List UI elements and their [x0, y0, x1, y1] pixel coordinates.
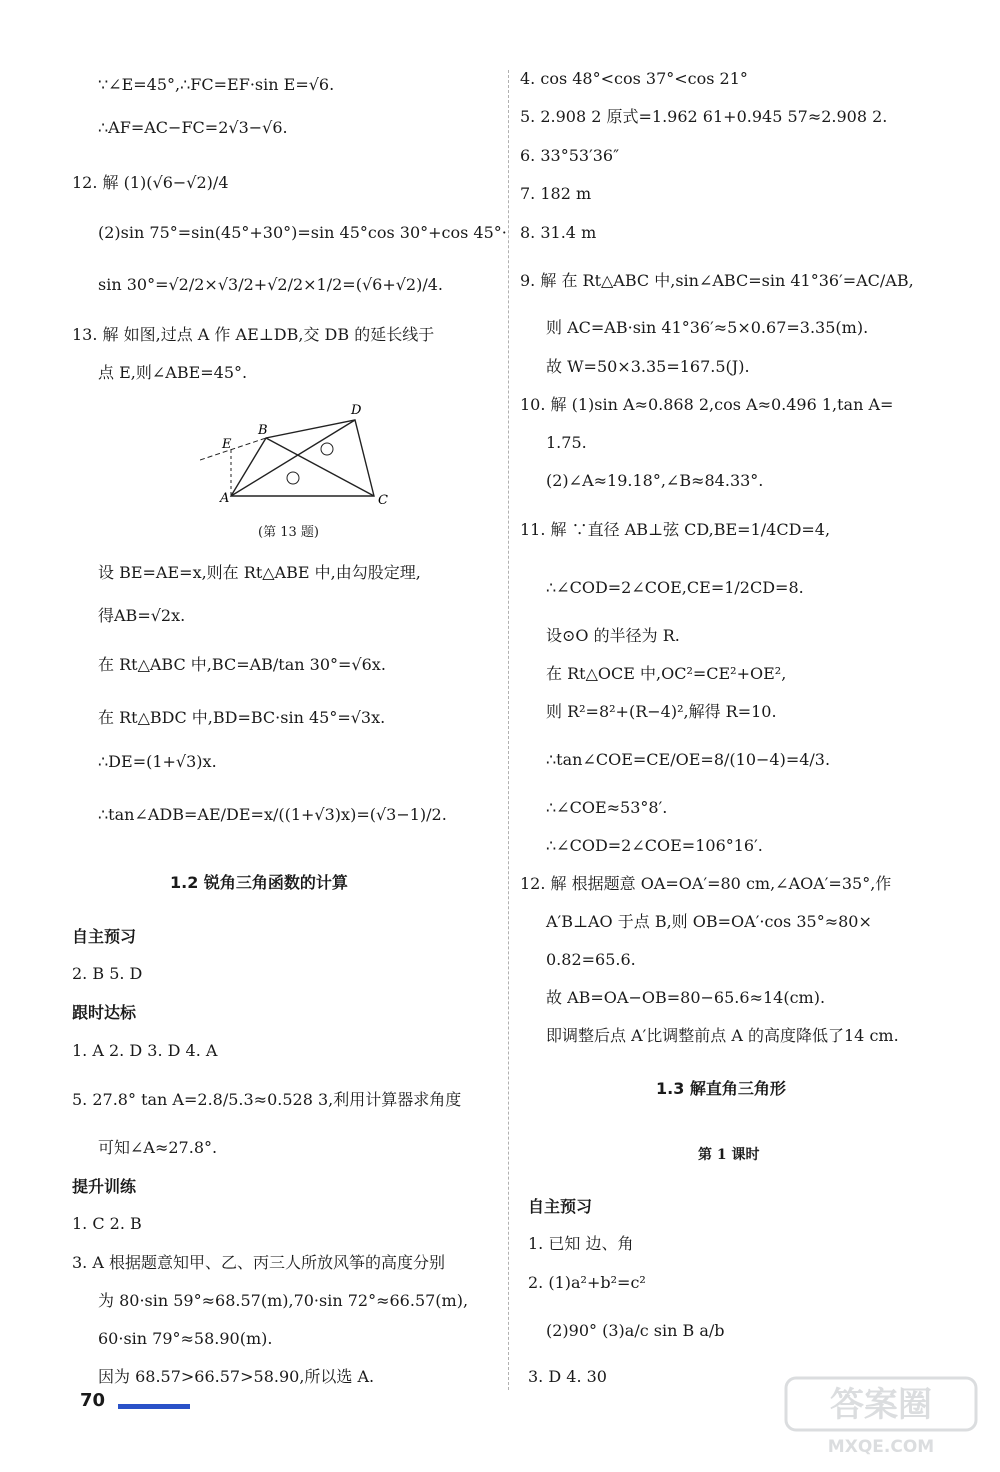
lesson-subtitle: 第 1 课时 [698, 1147, 760, 1163]
problem-12-line: 12. 解 (1)(√6−√2)/4 [72, 173, 229, 192]
problem-13-line: 13. 解 如图,过点 A 作 AE⊥DB,交 DB 的延长线于 [72, 325, 435, 344]
section-title-1-2: 1.2 锐角三角函数的计算 [170, 873, 348, 892]
text-line: 故 AB=OA−OB=80−65.6≈14(cm). [546, 988, 826, 1007]
text-line: 设⊙O 的半径为 R. [546, 626, 680, 645]
text-line: 因为 68.57>66.57>58.90,所以选 A. [98, 1367, 375, 1386]
answer-line: 3. A 根据题意知甲、乙、丙三人所放风筝的高度分别 [72, 1253, 445, 1272]
problem-12-line: 12. 解 根据题意 OA=OA′=80 cm,∠AOA′=35°,作 [520, 874, 892, 893]
text-line: 1.75. [546, 433, 587, 452]
text-line: 0.82=65.6. [546, 950, 636, 969]
text-line: 在 Rt△BDC 中,BD=BC·sin 45°=√3x. [98, 708, 386, 727]
text-line: A′B⊥AO 于点 B,则 OB=OA′·cos 35°≈80× [546, 912, 872, 931]
answer-line: 8. 31.4 m [520, 223, 597, 242]
point-label-c: C [378, 493, 388, 508]
figure-caption: (第 13 题) [258, 525, 319, 540]
text-line: sin 30°=√2/2×√3/2+√2/2×1/2=(√6+√2)/4. [98, 275, 443, 294]
text-line: 则 AC=AB·sin 41°36′≈5×0.67=3.35(m). [546, 318, 869, 337]
answer-line: 5. 2.908 2 原式=1.962 61+0.945 57≈2.908 2. [520, 107, 888, 126]
column-divider [508, 70, 510, 1390]
text-line: 可知∠A≈27.8°. [98, 1138, 218, 1157]
answer-line: 1. C 2. B [72, 1214, 142, 1233]
problem-10-line: 10. 解 (1)sin A≈0.868 2,cos A≈0.496 1,tan A= [520, 395, 894, 414]
text-line: ∴∠COD=2∠COE=106°16′. [546, 836, 763, 855]
answer-line: 7. 182 m [520, 184, 592, 203]
watermark-cn: 答案圈 [830, 1385, 932, 1425]
point-label-b: B [258, 423, 268, 438]
text-line: 得AB=√2x. [98, 606, 186, 625]
section-title-1-3: 1.3 解直角三角形 [656, 1079, 786, 1098]
text-line: 在 Rt△OCE 中,OC²=CE²+OE², [546, 664, 787, 683]
text-line: ∵∠E=45°,∴FC=EF·sin E=√6. [98, 75, 335, 94]
point-label-a: A [220, 491, 230, 506]
subsection-heading: 自主预习 [72, 927, 137, 946]
text-line: 为 80·sin 59°≈68.57(m),70·sin 72°≈66.57(m), [98, 1291, 469, 1310]
text-line: ∴tan∠COE=CE/OE=8/(10−4)=4/3. [546, 750, 831, 769]
text-line: ∴AF=AC−FC=2√3−√6. [98, 118, 288, 137]
text-line: (2)90° (3)a/c sin B a/b [546, 1321, 725, 1340]
answer-line: 5. 27.8° tan A=2.8/5.3≈0.528 3,利用计算器求角度 [72, 1090, 462, 1109]
text-line: (2)∠A≈19.18°,∠B≈84.33°. [546, 471, 764, 490]
page-number: 70 [80, 1390, 106, 1411]
text-line: 即调整后点 A′比调整前点 A 的高度降低了14 cm. [546, 1026, 899, 1045]
text-line: 故 W=50×3.35=167.5(J). [546, 357, 750, 376]
point-label-d: D [351, 403, 362, 418]
watermark-url: MXQE.COM [827, 1437, 935, 1457]
text-line: 则 R²=8²+(R−4)²,解得 R=10. [546, 702, 777, 721]
problem-11-line: 11. 解 ∵直径 AB⊥弦 CD,BE=1/4CD=4, [520, 520, 831, 539]
answer-line: 4. cos 48°<cos 37°<cos 21° [520, 69, 748, 88]
subsection-heading: 自主预习 [528, 1197, 593, 1216]
watermark-logo [776, 1372, 986, 1462]
answer-line: 1. 已知 边、角 [528, 1234, 634, 1253]
answer-line: 2. B 5. D [72, 964, 143, 983]
text-line: ∴∠COD=2∠COE,CE=1/2CD=8. [546, 578, 804, 597]
text-line: 设 BE=AE=x,则在 Rt△ABE 中,由勾股定理, [98, 563, 421, 582]
page-number-bar [118, 1404, 190, 1409]
text-line: ∴tan∠ADB=AE/DE=x/((1+√3)x)=(√3−1)/2. [98, 805, 447, 824]
text-line: 在 Rt△ABC 中,BC=AB/tan 30°=√6x. [98, 655, 386, 674]
answer-line: 1. A 2. D 3. D 4. A [72, 1041, 218, 1060]
text-line: 点 E,则∠ABE=45°. [98, 363, 248, 382]
geometry-figure-13 [200, 398, 400, 510]
text-line: ∴∠COE≈53°8′. [546, 798, 668, 817]
answer-line: 3. D 4. 30 [528, 1367, 607, 1386]
point-label-e: E [222, 437, 232, 452]
subsection-heading: 提升训练 [72, 1177, 137, 1196]
text-line: 60·sin 79°≈58.90(m). [98, 1329, 273, 1348]
answer-line: 6. 33°53′36″ [520, 146, 620, 165]
problem-9-line: 9. 解 在 Rt△ABC 中,sin∠ABC=sin 41°36′=AC/AB, [520, 271, 914, 290]
text-line: ∴DE=(1+√3)x. [98, 752, 217, 771]
answer-line: 2. (1)a²+b²=c² [528, 1273, 646, 1292]
text-line: (2)sin 75°=sin(45°+30°)=sin 45°cos 30°+cos 45°· [98, 223, 507, 242]
subsection-heading: 跟时达标 [72, 1003, 137, 1022]
